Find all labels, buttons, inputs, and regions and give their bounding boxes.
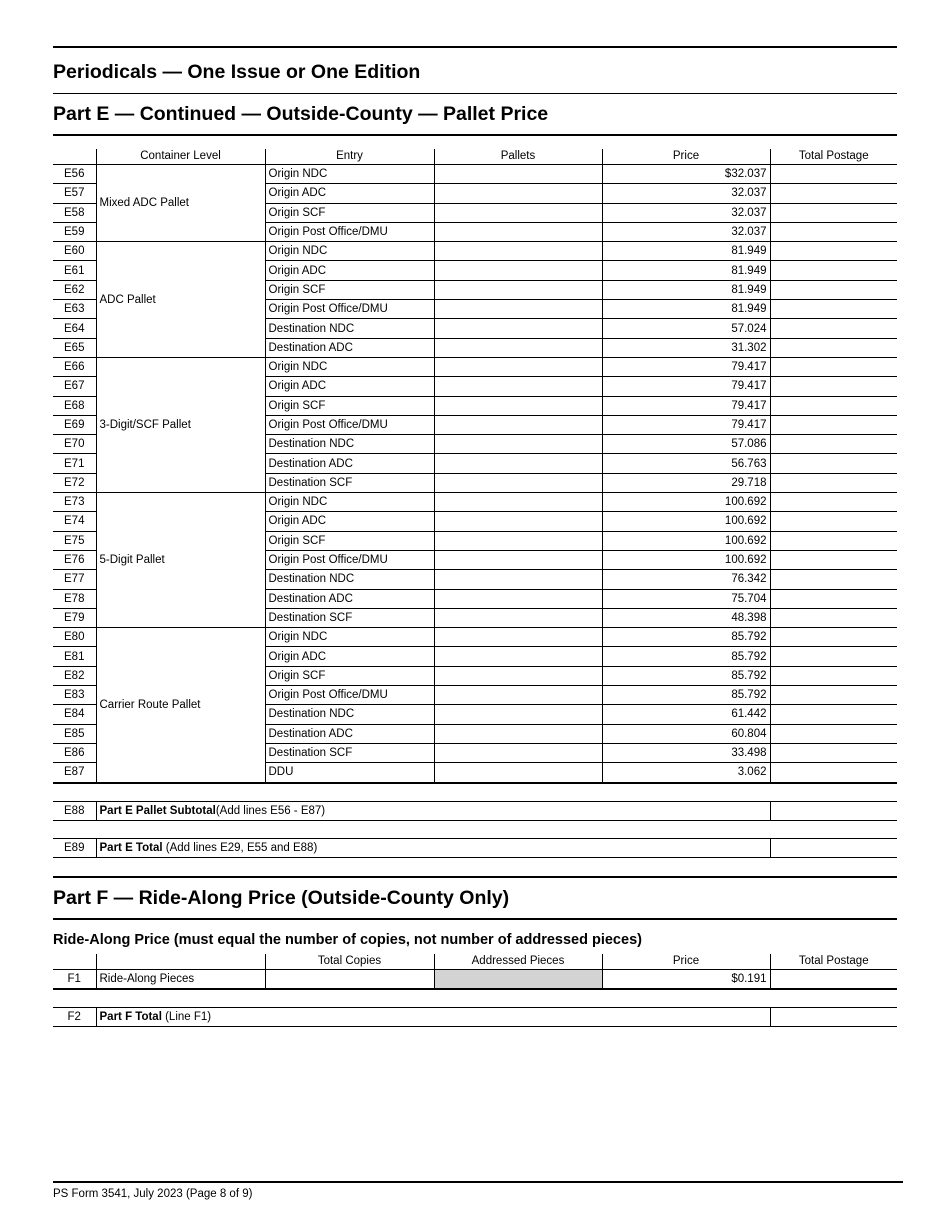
entry-cell: Destination SCF <box>265 743 434 762</box>
pallets-field[interactable] <box>434 705 602 724</box>
entry-cell: Origin Post Office/DMU <box>265 415 434 434</box>
f1-label: Ride-Along Pieces <box>96 969 265 989</box>
entry-cell: Origin ADC <box>265 184 434 203</box>
entry-cell: Destination ADC <box>265 724 434 743</box>
part-f-title: Part F — Ride-Along Price (Outside-County Only) <box>53 886 510 909</box>
entry-cell: Destination ADC <box>265 338 434 357</box>
line-number: E66 <box>53 357 96 376</box>
line-number: E62 <box>53 280 96 299</box>
entry-cell: Destination ADC <box>265 589 434 608</box>
container-level: ADC Pallet <box>96 242 265 358</box>
line-number-header <box>53 149 96 165</box>
f2-total-field[interactable] <box>770 1007 897 1026</box>
entry-cell: Origin ADC <box>265 512 434 531</box>
total-postage-field[interactable] <box>770 357 897 376</box>
price-cell: 29.718 <box>602 473 770 492</box>
entry-cell: DDU <box>265 763 434 783</box>
f1-price: $0.191 <box>602 969 770 989</box>
f2-row-table <box>53 1007 897 1027</box>
pallets-field[interactable] <box>434 454 602 473</box>
pallets-field[interactable] <box>434 724 602 743</box>
pallets-field[interactable] <box>434 222 602 241</box>
f1-total-copies-field[interactable] <box>265 969 434 989</box>
entry-header: Entry <box>265 149 434 165</box>
container-level: Carrier Route Pallet <box>96 628 265 783</box>
line-number: E78 <box>53 589 96 608</box>
form-page <box>53 46 897 1027</box>
total-postage-field[interactable] <box>770 261 897 280</box>
e89-label-rest: (Add lines E29, E55 and E88) <box>162 841 318 854</box>
total-postage-field[interactable] <box>770 165 897 184</box>
line-number: E76 <box>53 550 96 569</box>
line-number: E60 <box>53 242 96 261</box>
part-e-rule <box>53 134 897 136</box>
price-cell: 56.763 <box>602 454 770 473</box>
pallets-field[interactable] <box>434 512 602 531</box>
pallets-field[interactable] <box>434 300 602 319</box>
price-cell: 81.949 <box>602 261 770 280</box>
total-postage-field[interactable] <box>770 280 897 299</box>
line-number: E59 <box>53 222 96 241</box>
pallets-field[interactable] <box>434 377 602 396</box>
entry-cell: Origin SCF <box>265 280 434 299</box>
price-cell: 57.024 <box>602 319 770 338</box>
line-number: E75 <box>53 531 96 550</box>
price-cell: 81.949 <box>602 280 770 299</box>
pallets-field[interactable] <box>434 242 602 261</box>
total-postage-field[interactable] <box>770 338 897 357</box>
table-row <box>53 165 897 184</box>
price-cell: 85.792 <box>602 647 770 666</box>
pallets-field[interactable] <box>434 763 602 783</box>
entry-cell: Origin Post Office/DMU <box>265 550 434 569</box>
part-e-pallet-table <box>53 149 897 784</box>
total-postage-field[interactable] <box>770 222 897 241</box>
pallets-field[interactable] <box>434 184 602 203</box>
entry-cell: Origin NDC <box>265 628 434 647</box>
line-number: E82 <box>53 666 96 685</box>
pallet-table-body <box>53 165 897 783</box>
entry-cell: Destination SCF <box>265 608 434 627</box>
f1-total-postage-field[interactable] <box>770 969 897 989</box>
e89-total-field[interactable] <box>770 838 897 857</box>
total-postage-field[interactable] <box>770 589 897 608</box>
pallets-field[interactable] <box>434 647 602 666</box>
f-line-number-header <box>53 954 96 970</box>
e89-row-table <box>53 838 897 858</box>
total-postage-header: Total Postage <box>770 149 897 165</box>
e89-line-number: E89 <box>53 838 96 857</box>
total-postage-field[interactable] <box>770 531 897 550</box>
total-postage-field[interactable] <box>770 435 897 454</box>
pallets-field[interactable] <box>434 261 602 280</box>
line-number: E65 <box>53 338 96 357</box>
form-title: Periodicals — One Issue or One Edition <box>53 61 421 83</box>
price-cell: 3.062 <box>602 763 770 783</box>
price-cell: 85.792 <box>602 628 770 647</box>
total-postage-field[interactable] <box>770 705 897 724</box>
entry-cell: Origin ADC <box>265 647 434 666</box>
pallets-field[interactable] <box>434 415 602 434</box>
line-number: E73 <box>53 493 96 512</box>
total-postage-field[interactable] <box>770 570 897 589</box>
price-cell: 85.792 <box>602 666 770 685</box>
part-f-header-row <box>53 954 897 970</box>
line-number: E56 <box>53 165 96 184</box>
pallets-field[interactable] <box>434 319 602 338</box>
price-cell: 79.417 <box>602 357 770 376</box>
line-number: E86 <box>53 743 96 762</box>
price-cell: 79.417 <box>602 377 770 396</box>
total-postage-field[interactable] <box>770 512 897 531</box>
pallets-field[interactable] <box>434 338 602 357</box>
table-header-row <box>53 149 897 165</box>
f-description-header <box>96 954 265 970</box>
entry-cell: Destination NDC <box>265 705 434 724</box>
line-number: E57 <box>53 184 96 203</box>
entry-cell: Destination SCF <box>265 473 434 492</box>
total-postage-field[interactable] <box>770 647 897 666</box>
pallets-field[interactable] <box>434 493 602 512</box>
pallets-field[interactable] <box>434 473 602 492</box>
price-cell: 79.417 <box>602 396 770 415</box>
table-row <box>53 242 897 261</box>
pallets-field[interactable] <box>434 396 602 415</box>
line-number: E70 <box>53 435 96 454</box>
line-number: E72 <box>53 473 96 492</box>
e88-row-table <box>53 801 897 821</box>
f2-description <box>96 1007 770 1026</box>
pallets-field[interactable] <box>434 435 602 454</box>
price-header: Price <box>602 149 770 165</box>
pallets-field[interactable] <box>434 608 602 627</box>
total-postage-field[interactable] <box>770 550 897 569</box>
e89-description <box>96 838 770 857</box>
entry-cell: Origin ADC <box>265 261 434 280</box>
price-cell: 57.086 <box>602 435 770 454</box>
entry-cell: Destination NDC <box>265 435 434 454</box>
line-number: E68 <box>53 396 96 415</box>
e88-label-rest: (Add lines E56 - E87) <box>215 804 326 817</box>
pallets-field[interactable] <box>434 203 602 222</box>
line-number: E83 <box>53 686 96 705</box>
price-cell: 76.342 <box>602 570 770 589</box>
line-number: E61 <box>53 261 96 280</box>
pallets-field[interactable] <box>434 531 602 550</box>
line-number: E71 <box>53 454 96 473</box>
total-postage-field[interactable] <box>770 203 897 222</box>
f-total-postage-header: Total Postage <box>770 954 897 970</box>
price-cell: 79.417 <box>602 415 770 434</box>
e89-row <box>53 838 897 857</box>
e89-label-bold: Part E Total <box>99 841 163 854</box>
part-f-subtitle: Ride-Along Price (must equal the number of copies, not number of addressed pieces) <box>53 931 642 948</box>
total-postage-field[interactable] <box>770 396 897 415</box>
container-level-header: Container Level <box>96 149 265 165</box>
pallets-field[interactable] <box>434 628 602 647</box>
line-number: E80 <box>53 628 96 647</box>
part-e-title: Part E — Continued — Outside-County — Pallet Price <box>53 103 549 125</box>
entry-cell: Origin SCF <box>265 531 434 550</box>
price-cell: 33.498 <box>602 743 770 762</box>
entry-cell: Destination NDC <box>265 570 434 589</box>
price-cell: 100.692 <box>602 531 770 550</box>
price-cell: 61.442 <box>602 705 770 724</box>
f1-line-number: F1 <box>53 969 96 989</box>
price-cell: 100.692 <box>602 550 770 569</box>
total-postage-field[interactable] <box>770 415 897 434</box>
total-postage-field[interactable] <box>770 454 897 473</box>
line-number: E85 <box>53 724 96 743</box>
pallets-field[interactable] <box>434 570 602 589</box>
line-number: E58 <box>53 203 96 222</box>
line-number: E81 <box>53 647 96 666</box>
f2-label-rest: (Line F1) <box>161 1010 212 1023</box>
entry-cell: Origin Post Office/DMU <box>265 686 434 705</box>
e88-total-field[interactable] <box>770 801 897 820</box>
total-postage-field[interactable] <box>770 628 897 647</box>
entry-cell: Origin NDC <box>265 165 434 184</box>
total-postage-field[interactable] <box>770 473 897 492</box>
line-number: E67 <box>53 377 96 396</box>
line-number: E79 <box>53 608 96 627</box>
e88-description <box>96 801 770 820</box>
total-postage-field[interactable] <box>770 493 897 512</box>
pallets-field[interactable] <box>434 280 602 299</box>
line-number: E64 <box>53 319 96 338</box>
pallets-field[interactable] <box>434 589 602 608</box>
pallets-field[interactable] <box>434 165 602 184</box>
e88-line-number: E88 <box>53 801 96 820</box>
price-cell: 32.037 <box>602 203 770 222</box>
total-postage-field[interactable] <box>770 184 897 203</box>
price-cell: 32.037 <box>602 222 770 241</box>
total-postage-field[interactable] <box>770 763 897 783</box>
entry-cell: Origin ADC <box>265 377 434 396</box>
total-postage-field[interactable] <box>770 377 897 396</box>
pallets-header: Pallets <box>434 149 602 165</box>
price-cell: 32.037 <box>602 184 770 203</box>
entry-cell: Origin NDC <box>265 493 434 512</box>
f2-label-bold: Part F Total <box>99 1010 162 1023</box>
f-price-header: Price <box>602 954 770 970</box>
total-postage-field[interactable] <box>770 608 897 627</box>
entry-cell: Origin SCF <box>265 396 434 415</box>
price-cell: 48.398 <box>602 608 770 627</box>
price-cell: 31.302 <box>602 338 770 357</box>
table-row <box>53 357 897 376</box>
pallets-field[interactable] <box>434 686 602 705</box>
pallets-field[interactable] <box>434 743 602 762</box>
price-cell: 100.692 <box>602 493 770 512</box>
entry-cell: Origin Post Office/DMU <box>265 300 434 319</box>
addressed-pieces-header: Addressed Pieces <box>434 954 602 970</box>
entry-cell: Origin SCF <box>265 203 434 222</box>
e88-row <box>53 801 897 820</box>
f2-line-number: F2 <box>53 1007 96 1026</box>
container-level: 3-Digit/SCF Pallet <box>96 357 265 492</box>
line-number: E77 <box>53 570 96 589</box>
page-footer: PS Form 3541, July 2023 (Page 8 of 9) <box>53 1181 903 1200</box>
line-number: E74 <box>53 512 96 531</box>
total-postage-field[interactable] <box>770 743 897 762</box>
entry-cell: Origin Post Office/DMU <box>265 222 434 241</box>
price-cell: 75.704 <box>602 589 770 608</box>
part-f-table <box>53 954 897 990</box>
container-level: Mixed ADC Pallet <box>96 165 265 242</box>
table-row <box>53 628 897 647</box>
total-postage-field[interactable] <box>770 300 897 319</box>
table-row <box>53 493 897 512</box>
total-postage-field[interactable] <box>770 686 897 705</box>
pallets-field[interactable] <box>434 666 602 685</box>
price-cell: $32.037 <box>602 165 770 184</box>
f1-row <box>53 969 897 989</box>
line-number: E84 <box>53 705 96 724</box>
total-postage-field[interactable] <box>770 666 897 685</box>
e88-label-bold: Part E Pallet Subtotal <box>99 804 216 817</box>
line-number: E63 <box>53 300 96 319</box>
container-level: 5-Digit Pallet <box>96 493 265 628</box>
total-postage-field[interactable] <box>770 724 897 743</box>
price-cell: 100.692 <box>602 512 770 531</box>
total-postage-field[interactable] <box>770 242 897 261</box>
pallets-field[interactable] <box>434 357 602 376</box>
price-cell: 81.949 <box>602 300 770 319</box>
entry-cell: Origin SCF <box>265 666 434 685</box>
entry-cell: Destination NDC <box>265 319 434 338</box>
f2-row <box>53 1007 897 1026</box>
total-copies-header: Total Copies <box>265 954 434 970</box>
price-cell: 85.792 <box>602 686 770 705</box>
entry-cell: Origin NDC <box>265 242 434 261</box>
total-postage-field[interactable] <box>770 319 897 338</box>
pallets-field[interactable] <box>434 550 602 569</box>
price-cell: 81.949 <box>602 242 770 261</box>
line-number: E69 <box>53 415 96 434</box>
line-number: E87 <box>53 763 96 783</box>
price-cell: 60.804 <box>602 724 770 743</box>
entry-cell: Origin NDC <box>265 357 434 376</box>
entry-cell: Destination ADC <box>265 454 434 473</box>
f1-addressed-pieces-shaded <box>434 969 602 989</box>
